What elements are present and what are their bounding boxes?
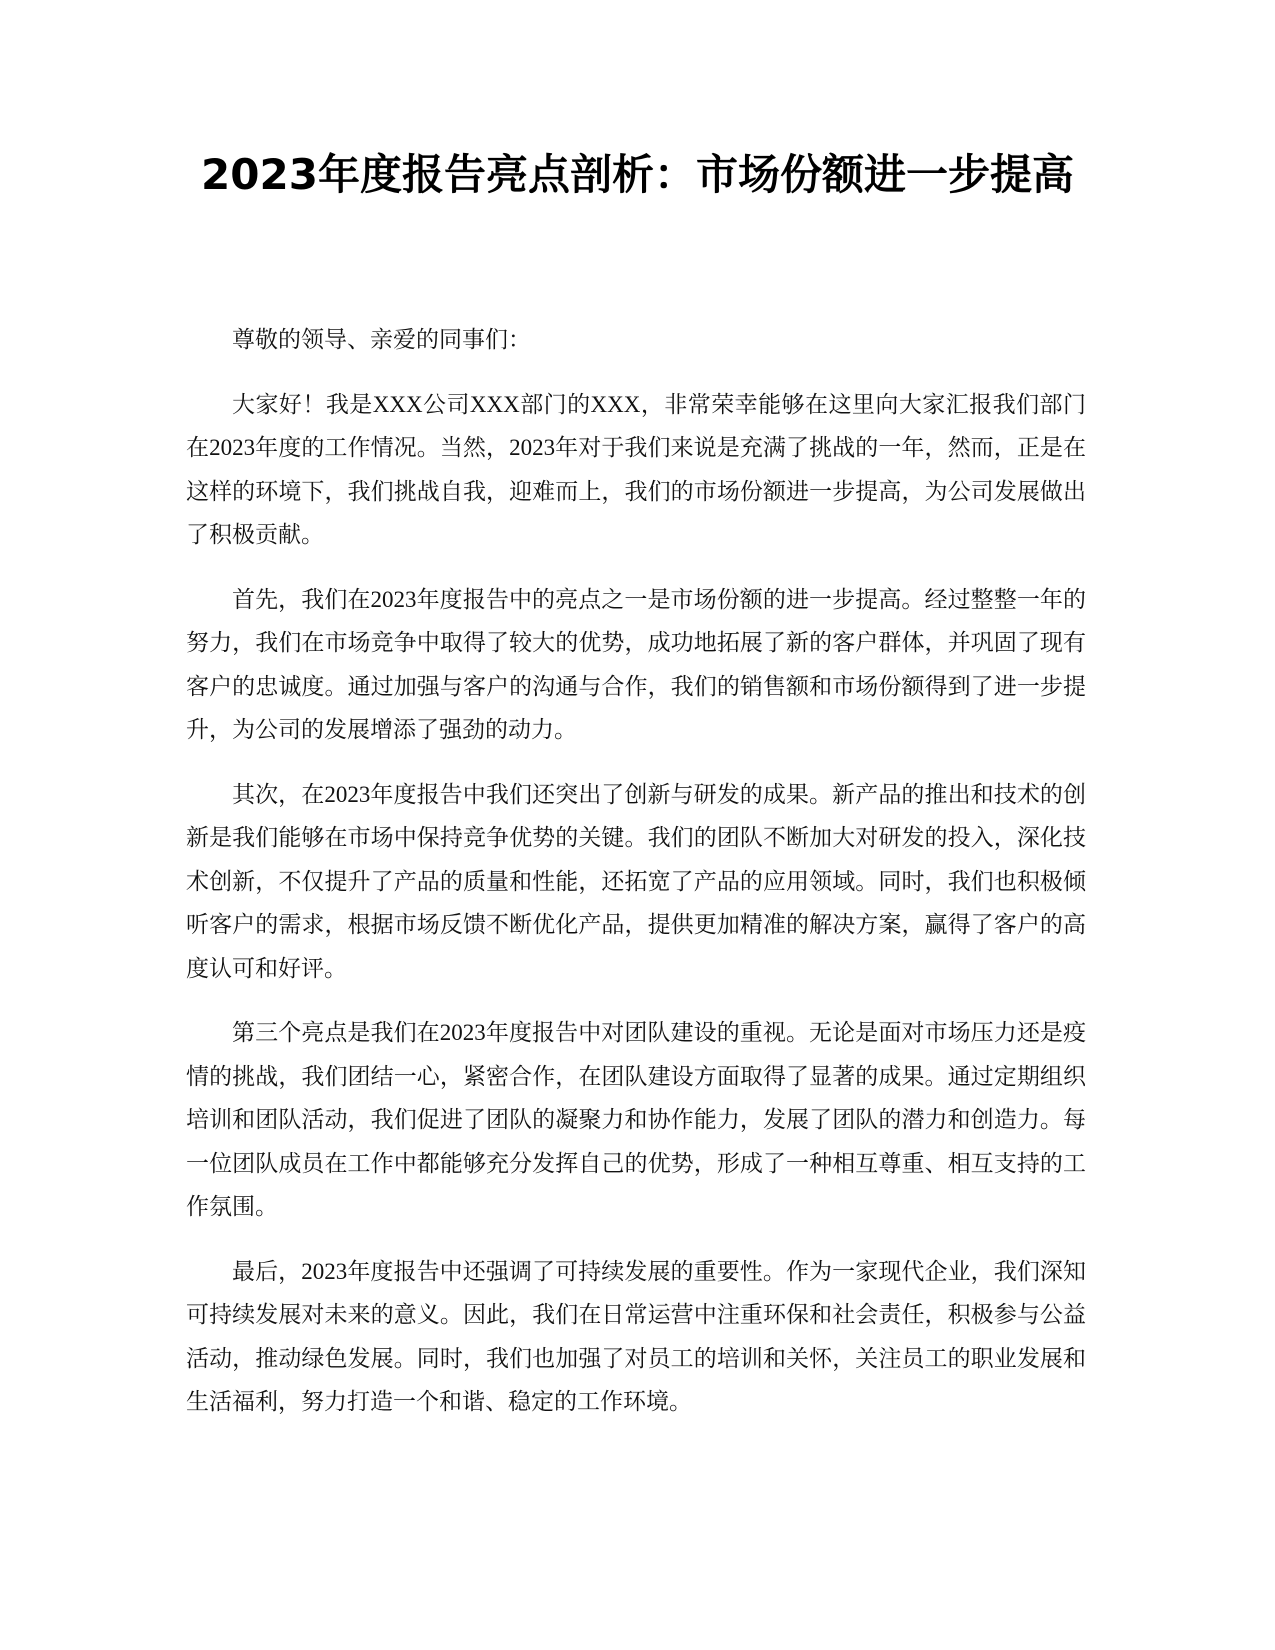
team-building-paragraph: 第三个亮点是我们在2023年度报告中对团队建设的重视。无论是面对市场压力还是疫情的挑战，我们团结一心，紧密合作，在团队建设方面取得了显著的成果。通过定期组织培训和团队活动，我们促进了团队的凝聚力和协作能力，发展了团队的潜力和创造力。每一位团队成员在工作中都能够充分发挥自己的优势，形成了一种相互尊重、相互支持的工作氛围。 (186, 1020, 1086, 1219)
sustainability-paragraph: 最后，2023年度报告中还强调了可持续发展的重要性。作为一家现代企业，我们深知可持续发展对未来的意义。因此，我们在日常运营中注重环保和社会责任，积极参与公益活动，推动绿色发展。同时，我们也加强了对员工的培训和关怀，关注员工的职业发展和生活福利，努力打造一个和谐、稳定的工作环境。 (186, 1258, 1086, 1414)
document-body (186, 318, 1086, 1445)
innovation-paragraph: 其次，在2023年度报告中我们还突出了创新与研发的成果。新产品的推出和技术的创新是我们能够在市场中保持竞争优势的关键。我们的团队不断加大对研发的投入，深化技术创新，不仅提升了产品的质量和性能，还拓宽了产品的应用领域。同时，我们也积极倾听客户的需求，根据市场反馈不断优化产品，提供更加精准的解决方案，赢得了客户的高度认可和好评。 (186, 781, 1086, 981)
document-title: 2023年度报告亮点剖析：市场份额进一步提高 (201, 150, 1074, 199)
market-share-paragraph: 首先，我们在2023年度报告中的亮点之一是市场份额的进一步提高。经过整整一年的努力，我们在市场竞争中取得了较大的优势，成功地拓展了新的客户群体，并巩固了现有客户的忠诚度。通过加强与客户的沟通与合作，我们的销售额和市场份额得到了进一步提升，为公司的发展增添了强劲的动力。 (186, 586, 1086, 742)
intro-paragraph: 大家好！我是XXX公司XXX部门的XXX，非常荣幸能够在这里向大家汇报我们部门在2023年度的工作情况。当然，2023年对于我们来说是充满了挑战的一年，然而，正是在这样的环境下，我们挑战自我，迎难而上，我们的市场份额进一步提高，为公司发展做出了积极贡献。 (186, 391, 1086, 547)
salutation-paragraph: 尊敬的领导、亲爱的同事们： (232, 327, 531, 352)
